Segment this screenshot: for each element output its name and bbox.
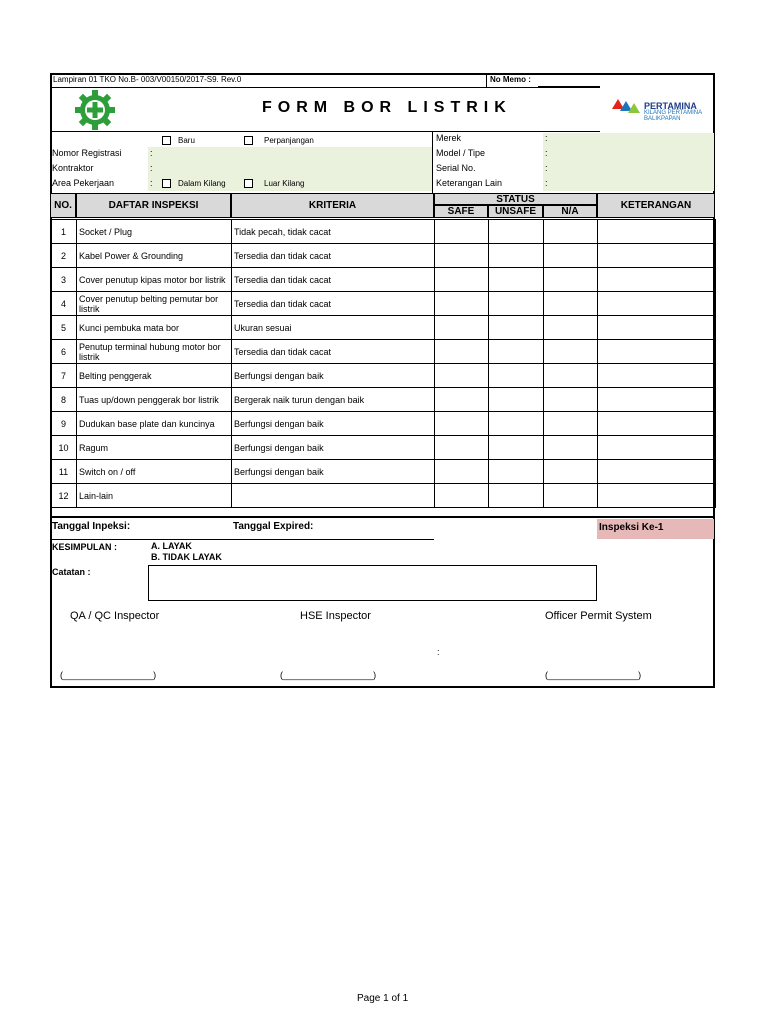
row-number: 5 xyxy=(51,316,77,340)
page-number: Page 1 of 1 xyxy=(357,993,409,1004)
row-na-cell[interactable] xyxy=(544,268,598,292)
colon: : xyxy=(437,647,440,657)
row-na-cell[interactable] xyxy=(544,244,598,268)
header-unsafe: UNSAFE xyxy=(488,205,543,218)
row-item: Penutup terminal hubung motor bor listrik xyxy=(77,340,232,364)
brand-sub-2: BALIKPAPAN xyxy=(644,116,681,122)
table-row xyxy=(51,388,716,412)
row-keterangan-cell[interactable] xyxy=(598,388,716,412)
row-safe-cell[interactable] xyxy=(435,340,489,364)
row-number: 9 xyxy=(51,412,77,436)
table-row xyxy=(51,460,716,484)
table-row xyxy=(51,244,716,268)
row-unsafe-cell[interactable] xyxy=(489,316,544,340)
kontraktor-label: Kontraktor xyxy=(52,163,94,173)
row-item: Cover penutup belting pemutar bor listrik xyxy=(77,292,232,316)
row-kriteria: Berfungsi dengan baik xyxy=(232,436,435,460)
table-row xyxy=(51,364,716,388)
row-safe-cell[interactable] xyxy=(435,460,489,484)
row-keterangan-cell[interactable] xyxy=(598,364,716,388)
row-item: Kabel Power & Grounding xyxy=(77,244,232,268)
row-na-cell[interactable] xyxy=(544,220,598,244)
merek-label: Merek xyxy=(436,133,462,143)
row-keterangan-cell[interactable] xyxy=(598,244,716,268)
row-keterangan-cell[interactable] xyxy=(598,292,716,316)
layak-option[interactable]: A. LAYAK xyxy=(151,541,192,551)
keterangan-lain-label: Keterangan Lain xyxy=(436,178,503,188)
row-keterangan-cell[interactable] xyxy=(598,460,716,484)
row-keterangan-cell[interactable] xyxy=(598,220,716,244)
baru-label: Baru xyxy=(178,136,195,145)
row-item: Lain-lain xyxy=(77,484,232,508)
row-number: 4 xyxy=(51,292,77,316)
row-na-cell[interactable] xyxy=(544,412,598,436)
row-na-cell[interactable] xyxy=(544,460,598,484)
row-kriteria: Bergerak naik turun dengan baik xyxy=(232,388,435,412)
row-item: Socket / Plug xyxy=(77,220,232,244)
row-safe-cell[interactable] xyxy=(435,412,489,436)
row-na-cell[interactable] xyxy=(544,436,598,460)
tanggal-expired-label: Tanggal Expired: xyxy=(233,521,314,532)
row-safe-cell[interactable] xyxy=(435,244,489,268)
row-kriteria xyxy=(232,484,435,508)
row-safe-cell[interactable] xyxy=(435,436,489,460)
luar-kilang-checkbox[interactable] xyxy=(244,179,253,188)
table-row xyxy=(51,268,716,292)
header-safe: SAFE xyxy=(434,205,488,218)
header-keterangan: KETERANGAN xyxy=(597,193,715,218)
row-item: Tuas up/down penggerak bor listrik xyxy=(77,388,232,412)
row-item: Kunci pembuka mata bor xyxy=(77,316,232,340)
row-unsafe-cell[interactable] xyxy=(489,364,544,388)
row-item: Cover penutup kipas motor bor listrik xyxy=(77,268,232,292)
colon: : xyxy=(545,133,548,143)
perpanjangan-checkbox[interactable] xyxy=(244,136,253,145)
signature-qa-qc: (__________________) xyxy=(60,670,157,680)
qa-qc-label: QA / QC Inspector xyxy=(70,610,160,622)
pertamina-logo-icon xyxy=(610,95,642,115)
colon: : xyxy=(150,148,153,158)
baru-checkbox[interactable] xyxy=(162,136,171,145)
table-row xyxy=(51,436,716,460)
table-row xyxy=(51,316,716,340)
hse-label: HSE Inspector xyxy=(300,610,371,622)
colon: : xyxy=(545,163,548,173)
row-na-cell[interactable] xyxy=(544,292,598,316)
row-keterangan-cell[interactable] xyxy=(598,316,716,340)
header-no: NO. xyxy=(50,193,76,218)
colon: : xyxy=(150,163,153,173)
header-daftar: DAFTAR INSPEKSI xyxy=(76,193,231,218)
row-item: Belting penggerak xyxy=(77,364,232,388)
area-pekerjaan-label: Area Pekerjaan xyxy=(52,178,115,188)
row-number: 11 xyxy=(51,460,77,484)
table-row xyxy=(51,412,716,436)
row-keterangan-cell[interactable] xyxy=(598,484,716,508)
inspeksi-ke-label: Inspeksi Ke-1 xyxy=(599,522,664,533)
header-kriteria: KRITERIA xyxy=(231,193,434,218)
row-unsafe-cell[interactable] xyxy=(489,340,544,364)
row-na-cell[interactable] xyxy=(544,364,598,388)
row-na-cell[interactable] xyxy=(544,388,598,412)
row-kriteria: Berfungsi dengan baik xyxy=(232,412,435,436)
row-number: 6 xyxy=(51,340,77,364)
row-kriteria: Berfungsi dengan baik xyxy=(232,460,435,484)
tidak-layak-option[interactable]: B. TIDAK LAYAK xyxy=(151,552,222,562)
reference-text: Lampiran 01 TKO No.B- 003/V00150/2017-S9. Rev.0 xyxy=(53,75,242,84)
row-safe-cell[interactable] xyxy=(435,316,489,340)
row-na-cell[interactable] xyxy=(544,484,598,508)
dalam-kilang-label: Dalam Kilang xyxy=(178,179,226,188)
luar-kilang-label: Luar Kilang xyxy=(264,179,305,188)
brand-sub-1: KILANG PERTAMINA xyxy=(644,110,703,116)
row-keterangan-cell[interactable] xyxy=(598,268,716,292)
row-item: Switch on / off xyxy=(77,460,232,484)
catatan-label: Catatan : xyxy=(52,567,91,577)
row-safe-cell[interactable] xyxy=(435,388,489,412)
row-item: Ragum xyxy=(77,436,232,460)
dalam-kilang-checkbox[interactable] xyxy=(162,179,171,188)
row-number: 7 xyxy=(51,364,77,388)
row-unsafe-cell[interactable] xyxy=(489,244,544,268)
row-unsafe-cell[interactable] xyxy=(489,484,544,508)
row-number: 10 xyxy=(51,436,77,460)
form-title: FORM BOR LISTRIK xyxy=(262,99,512,116)
serial-no-label: Serial No. xyxy=(436,163,476,173)
row-safe-cell[interactable] xyxy=(435,220,489,244)
signature-hse: (__________________) xyxy=(280,670,377,680)
row-safe-cell[interactable] xyxy=(435,364,489,388)
row-unsafe-cell[interactable] xyxy=(489,460,544,484)
row-keterangan-cell[interactable] xyxy=(598,436,716,460)
model-tipe-label: Model / Tipe xyxy=(436,148,486,158)
row-unsafe-cell[interactable] xyxy=(489,268,544,292)
row-number: 8 xyxy=(51,388,77,412)
table-row xyxy=(51,292,716,316)
header-na: N/A xyxy=(543,205,597,218)
row-kriteria: Berfungsi dengan baik xyxy=(232,364,435,388)
row-safe-cell[interactable] xyxy=(435,484,489,508)
row-keterangan-cell[interactable] xyxy=(598,412,716,436)
perpanjangan-label: Perpanjangan xyxy=(264,136,314,145)
row-keterangan-cell[interactable] xyxy=(598,340,716,364)
memo-label: No Memo : xyxy=(490,75,531,84)
row-kriteria: Ukuran sesuai xyxy=(232,316,435,340)
row-number: 1 xyxy=(51,220,77,244)
row-kriteria: Tersedia dan tidak cacat xyxy=(232,268,435,292)
row-kriteria: Tersedia dan tidak cacat xyxy=(232,244,435,268)
tanggal-inspeksi-label: Tanggal Inpeksi: xyxy=(52,521,131,532)
row-number: 3 xyxy=(51,268,77,292)
gear-cross-icon xyxy=(73,88,117,132)
row-item: Dudukan base plate dan kuncinya xyxy=(77,412,232,436)
row-safe-cell[interactable] xyxy=(435,268,489,292)
nomor-registrasi-label: Nomor Registrasi xyxy=(52,148,122,158)
signature-officer: (__________________) xyxy=(545,670,642,680)
kesimpulan-label: KESIMPULAN : xyxy=(52,542,117,552)
row-na-cell[interactable] xyxy=(544,340,598,364)
row-na-cell[interactable] xyxy=(544,316,598,340)
colon: : xyxy=(545,178,548,188)
row-unsafe-cell[interactable] xyxy=(489,388,544,412)
row-unsafe-cell[interactable] xyxy=(489,412,544,436)
row-kriteria: Tersedia dan tidak cacat xyxy=(232,340,435,364)
row-number: 2 xyxy=(51,244,77,268)
row-number: 12 xyxy=(51,484,77,508)
colon: : xyxy=(150,178,153,188)
equipment-fill xyxy=(543,133,714,191)
table-row xyxy=(51,220,716,244)
colon: : xyxy=(545,148,548,158)
officer-label: Officer Permit System xyxy=(545,610,652,622)
catatan-box[interactable] xyxy=(148,565,597,601)
row-unsafe-cell[interactable] xyxy=(489,436,544,460)
table-row xyxy=(51,340,716,364)
header-status: STATUS xyxy=(434,193,597,205)
row-unsafe-cell[interactable] xyxy=(489,220,544,244)
row-kriteria: Tidak pecah, tidak cacat xyxy=(232,220,435,244)
row-safe-cell[interactable] xyxy=(435,292,489,316)
table-row xyxy=(51,484,716,508)
row-unsafe-cell[interactable] xyxy=(489,292,544,316)
row-kriteria: Tersedia dan tidak cacat xyxy=(232,292,435,316)
brand-name: PERTAMINA xyxy=(644,101,697,111)
inspection-table xyxy=(50,219,716,508)
